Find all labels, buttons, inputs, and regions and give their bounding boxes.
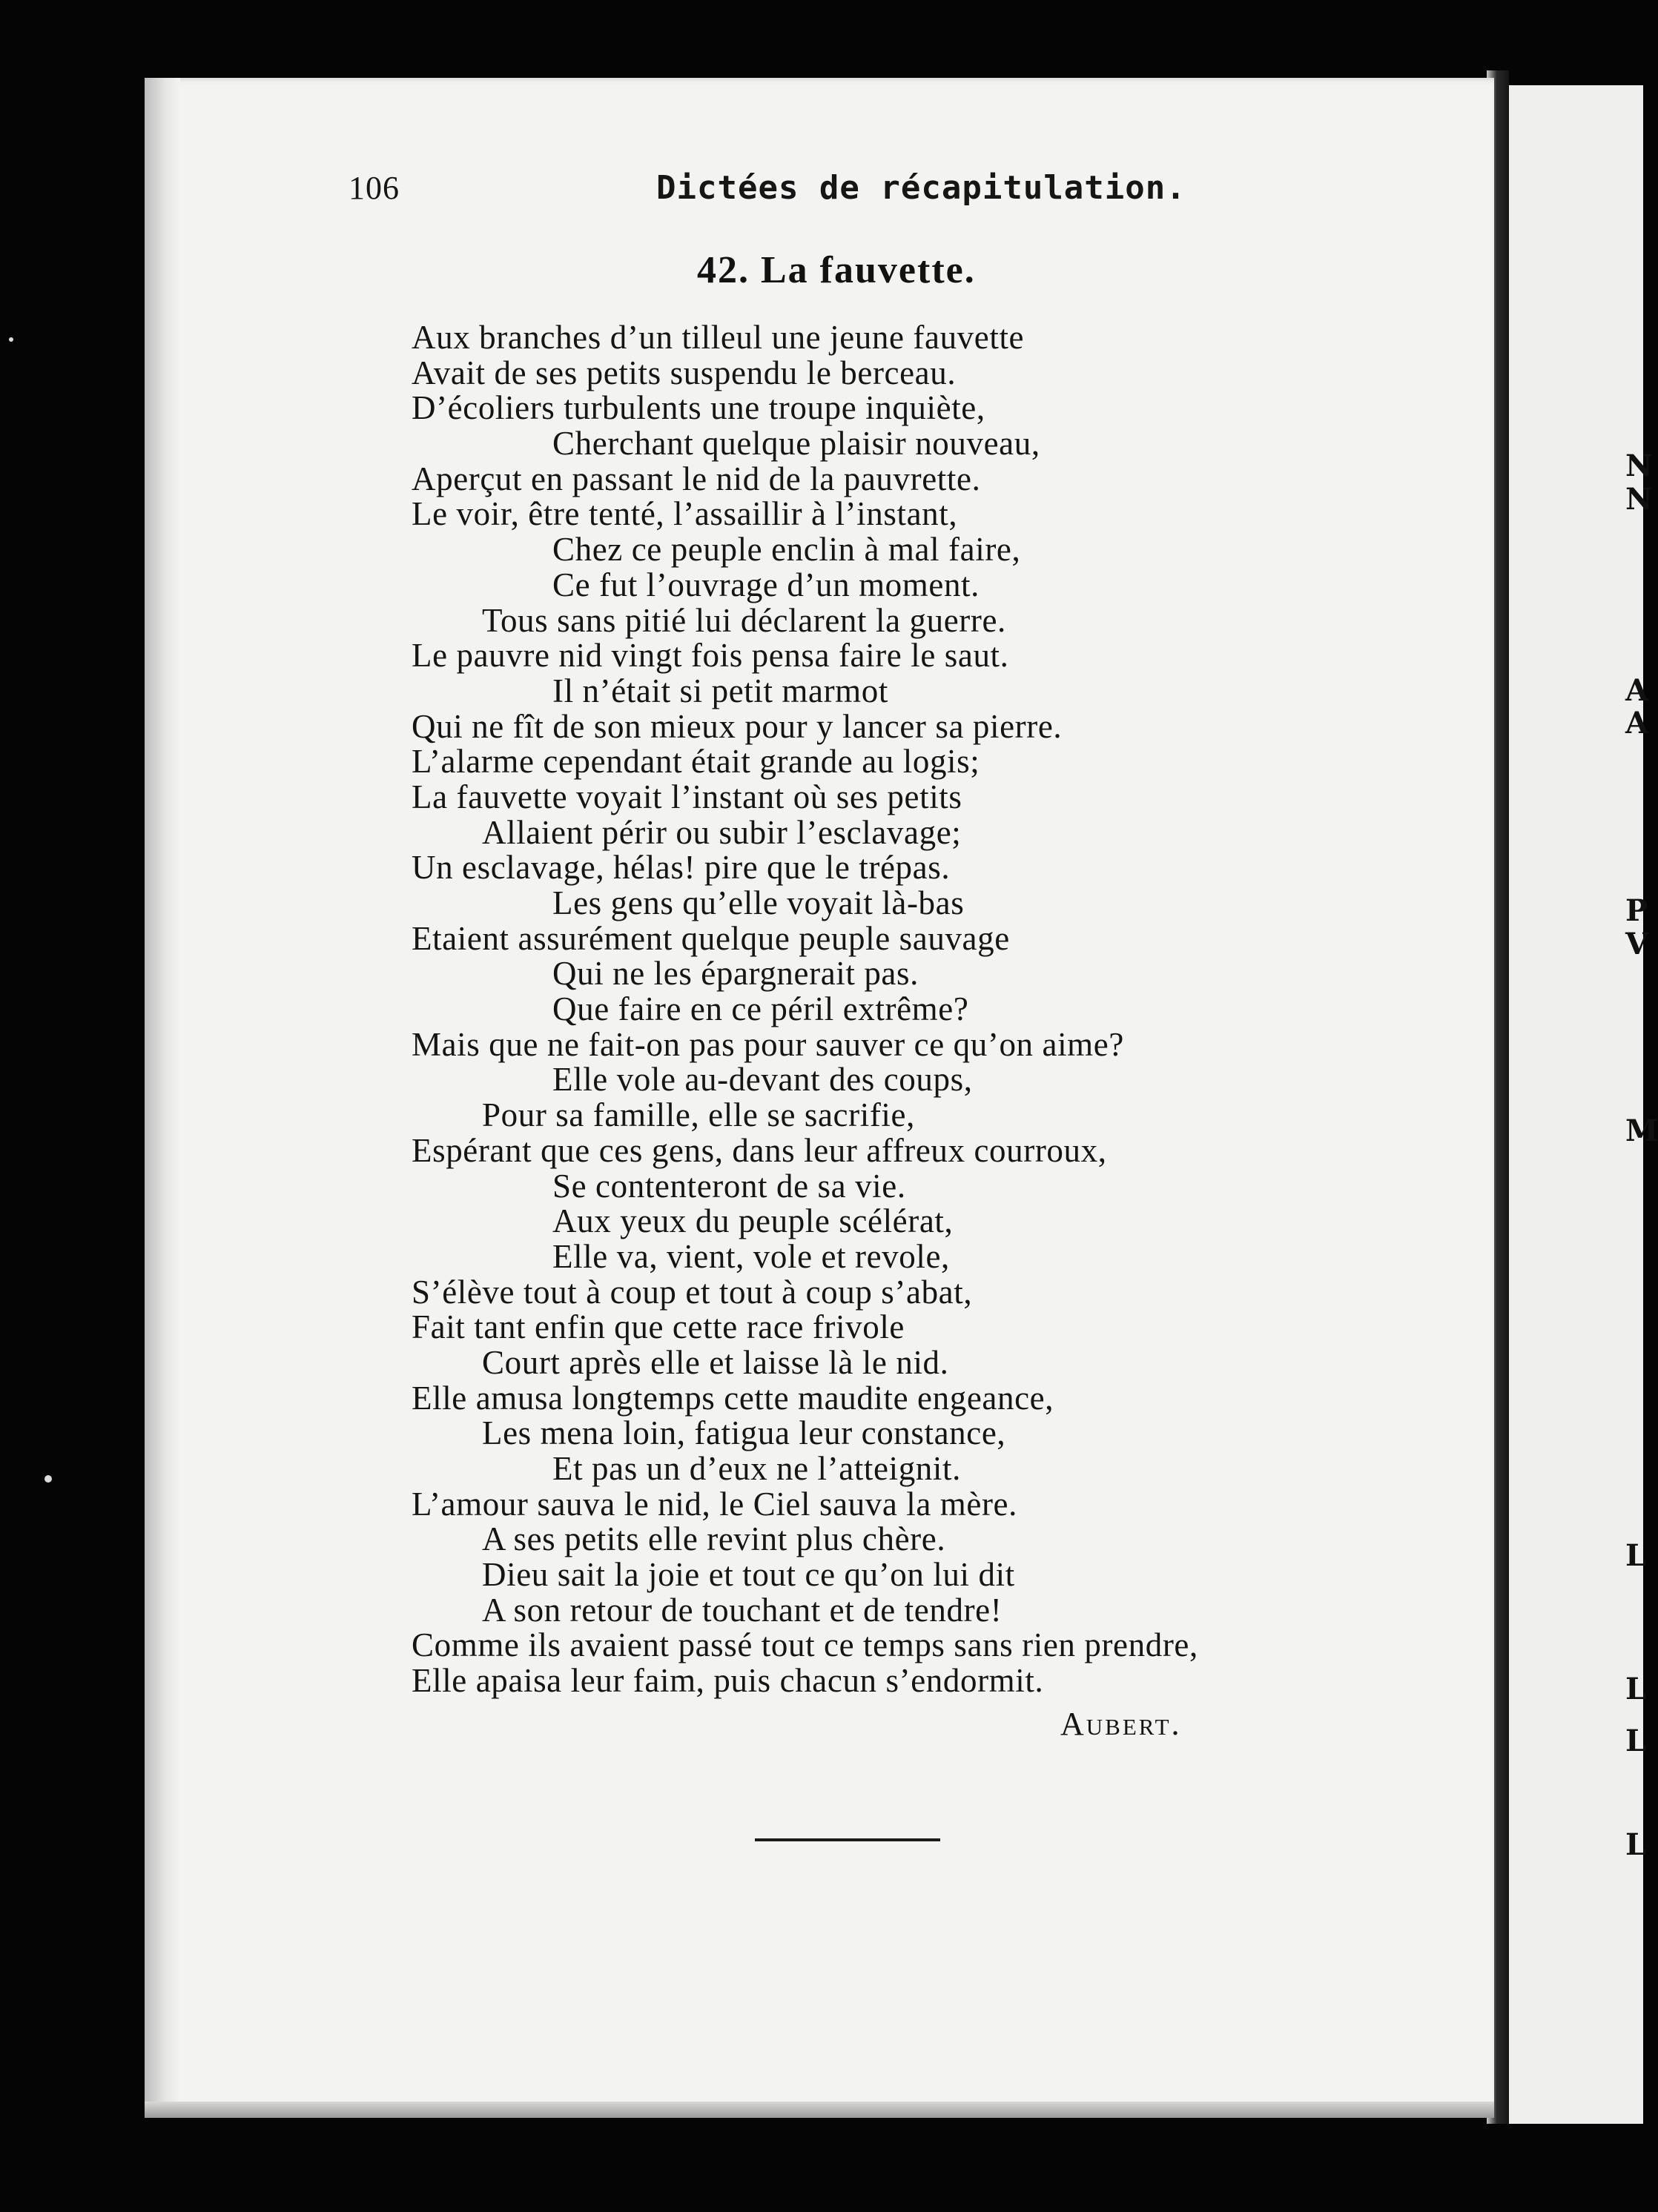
- page-number: 106: [349, 170, 400, 206]
- facing-page-letter: N: [1625, 482, 1653, 517]
- poem-line: Elle amusa longtemps cette maudite engeance,: [412, 1379, 1054, 1417]
- page-edge-shadow: [145, 78, 180, 2109]
- facing-page-letter: A: [1625, 706, 1649, 741]
- poem-line: Tous sans pitié lui déclarent la guerre.: [482, 601, 1006, 639]
- poem-line: Fait tant enfin que cette race frivole: [412, 1308, 905, 1346]
- poem-line: L’alarme cependant était grande au logis;: [412, 743, 980, 781]
- poem-line: Le voir, être tenté, l’assaillir à l’instant,: [412, 495, 958, 533]
- poem-line: Elle vole au-devant des coups,: [552, 1061, 973, 1099]
- poem-line: Qui ne les épargnerait pas.: [552, 955, 919, 993]
- poem-line: Ce fut l’ouvrage d’un moment.: [552, 566, 980, 603]
- poem-line: Court après elle et laisse là le nid.: [482, 1343, 949, 1381]
- poem-line: Aux branches d’un tilleul une jeune fauvette: [412, 319, 1025, 356]
- facing-page-letter: N: [1625, 448, 1653, 483]
- scan-speck: [9, 337, 13, 342]
- poem-line: Chez ce peuple enclin à mal faire,: [552, 531, 1021, 569]
- poem-line: Pour sa famille, elle se sacrifie,: [482, 1096, 915, 1134]
- poem-line: Les gens qu’elle voyait là-bas: [552, 884, 965, 921]
- facing-page-letter: L: [1625, 1827, 1647, 1862]
- facing-page: [1509, 85, 1643, 2124]
- poem-line: Il n’était si petit marmot: [552, 672, 888, 709]
- facing-page-letter: L: [1625, 1538, 1647, 1573]
- facing-page-letter: L: [1625, 1723, 1647, 1758]
- poem-line: Et pas un d’eux ne l’atteignit.: [552, 1450, 961, 1487]
- poem-line: Les mena loin, fatigua leur constance,: [482, 1414, 1006, 1452]
- facing-page-letter: L: [1625, 1672, 1647, 1706]
- poem-line: A son retour de touchant et de tendre!: [482, 1591, 1003, 1629]
- facing-page-letter: M: [1625, 1113, 1658, 1148]
- poem-line: L’amour sauva le nid, le Ciel sauva la mère.: [412, 1485, 1017, 1523]
- poem-body: [412, 320, 1435, 1699]
- poem-line: Elle va, vient, vole et revole,: [552, 1237, 950, 1275]
- poem-line: La fauvette voyait l’instant où ses petits: [412, 778, 962, 815]
- poem-line: Un esclavage, hélas! pire que le trépas.: [412, 849, 951, 887]
- running-title: Dictées de récapitulation.: [656, 169, 1186, 207]
- facing-page-letter: V: [1625, 927, 1649, 961]
- poem-line: Allaient périr ou subir l’esclavage;: [482, 813, 962, 851]
- scan-speck: [44, 1475, 52, 1483]
- poem-title: 42. La fauvette.: [697, 249, 976, 291]
- end-rule: [755, 1838, 940, 1841]
- poem-line: Le pauvre nid vingt fois pensa faire le saut.: [412, 637, 1009, 675]
- facing-page-letter: P: [1625, 893, 1648, 928]
- poem-line: Aperçut en passant le nid de la pauvrette.: [412, 460, 981, 497]
- poem-line: S’élève tout à coup et tout à coup s’abat,: [412, 1273, 973, 1311]
- poem-line: Aux yeux du peuple scélérat,: [552, 1202, 954, 1240]
- poem-line: Qui ne fît de son mieux pour y lancer sa pierre.: [412, 707, 1063, 745]
- poem-line: Comme ils avaient passé tout ce temps sans rien prendre,: [412, 1626, 1198, 1664]
- poem-line: A ses petits elle revint plus chère.: [482, 1520, 946, 1558]
- poem-line: Se contenteront de sa vie.: [552, 1167, 906, 1205]
- poem-line: Dieu sait la joie et tout ce qu’on lui dit: [482, 1556, 1015, 1594]
- poem-line: Espérant que ces gens, dans leur affreux courroux,: [412, 1131, 1107, 1169]
- poem-line: D’écoliers turbulents une troupe inquiète,: [412, 389, 985, 427]
- poem-line: Mais que ne fait-on pas pour sauver ce qu’on aime?: [412, 1025, 1124, 1063]
- poem-author: Aubert.: [1060, 1706, 1182, 1742]
- poem-line: Avait de ses petits suspendu le berceau.: [412, 354, 957, 391]
- poem-line: Elle apaisa leur faim, puis chacun s’endormit.: [412, 1662, 1044, 1700]
- poem-line: Etaient assurément quelque peuple sauvage: [412, 919, 1010, 957]
- facing-page-letter: A: [1625, 673, 1649, 708]
- poem-line: Cherchant quelque plaisir nouveau,: [552, 425, 1040, 463]
- poem-line: Que faire en ce péril extrême?: [552, 990, 969, 1028]
- page-bottom-edge: [145, 2102, 1494, 2118]
